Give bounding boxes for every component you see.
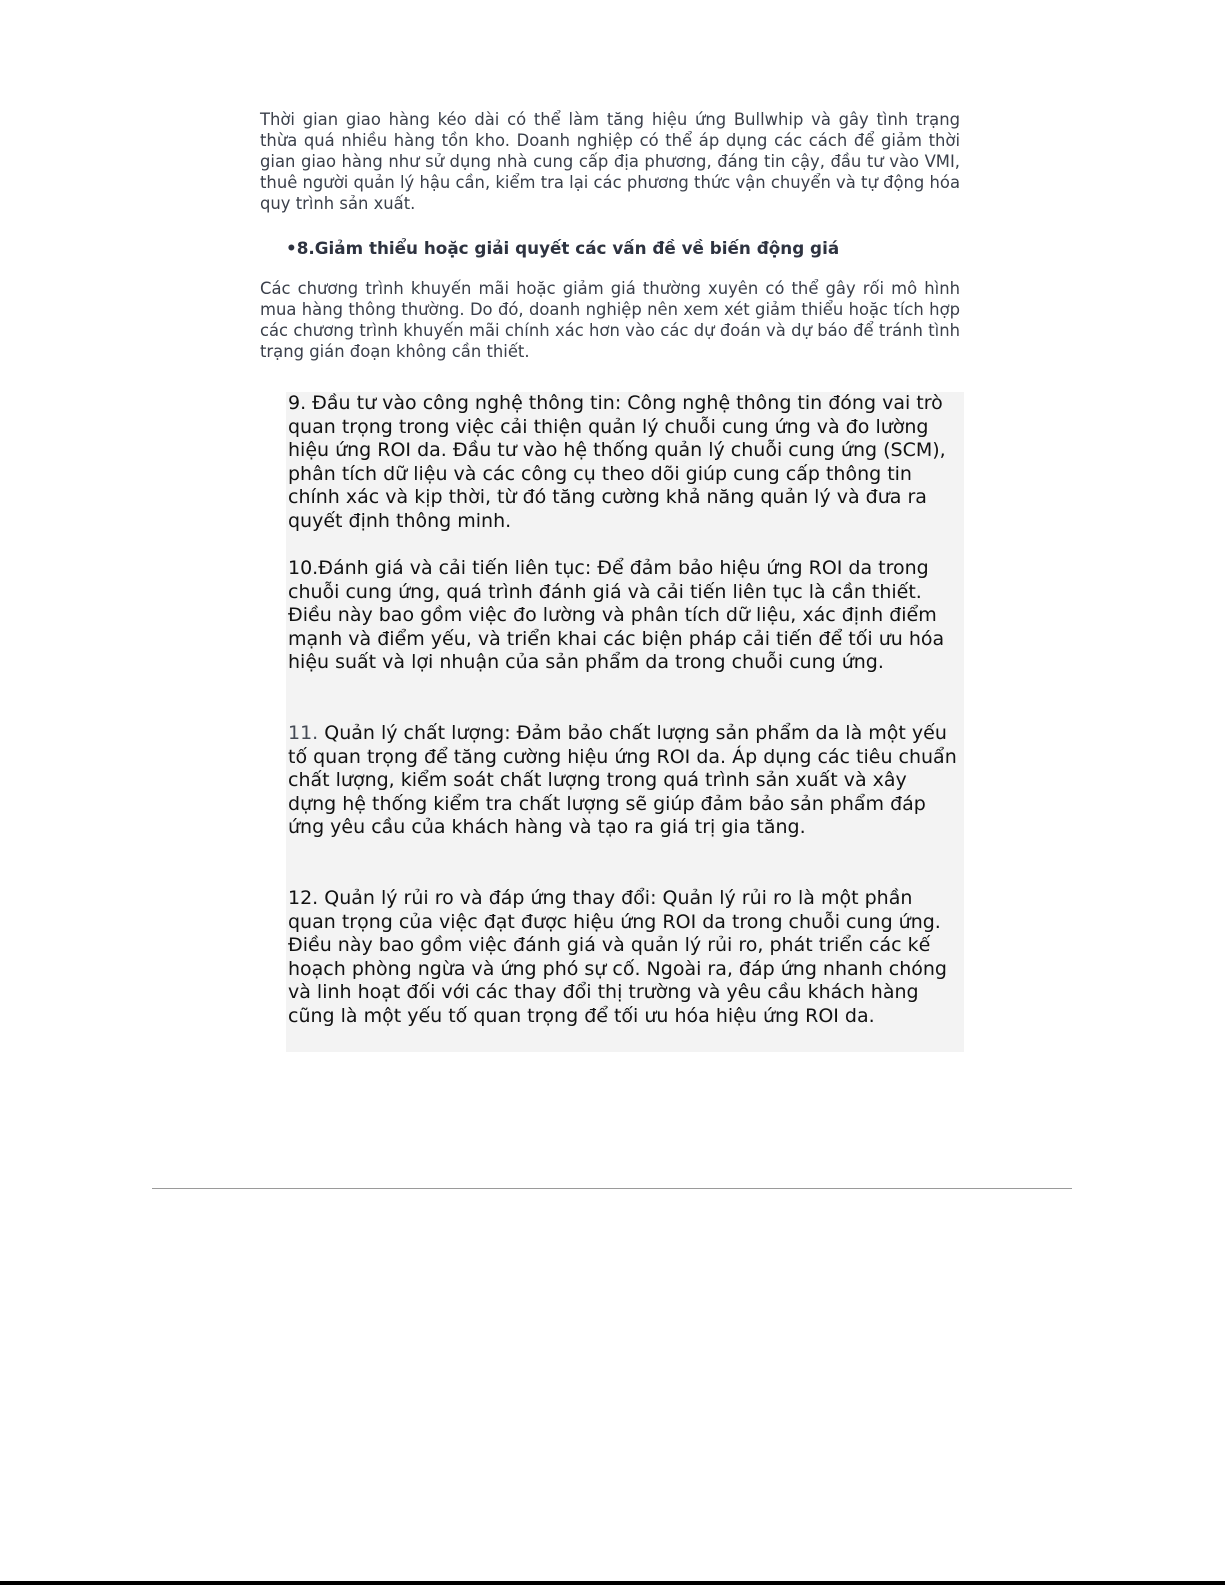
page-bottom-edge (0, 1581, 1225, 1585)
item-text: Quản lý chất lượng: Đảm bảo chất lượng sản phẩm da là một yếu tố quan trọng để tăng cường hiệu ứng ROI da. Áp dụng các tiêu chuẩn chất lượng, kiểm soát chất lượng trong quá trình sản xuất và xây dựng hệ thống kiểm tra chất lượng sẽ giúp đảm bảo sản phẩm đáp ứng yêu cầu của khách hàng và tạo ra giá trị gia tăng. (288, 722, 957, 839)
item-number: 12. (288, 887, 319, 909)
list-item (288, 887, 960, 1029)
promo-paragraph: Các chương trình khuyến mãi hoặc giảm giá thường xuyên có thể gây rối mô hình mua hàng thông thường. Do đó, doanh nghiệp nên xem xét giảm thiểu hoặc tích hợp các chương trình khuyến mãi chính xác hơn vào các dự đoán và dự báo để tránh tình trạng gián đoạn không cần thiết. (260, 279, 960, 361)
list-item (288, 392, 960, 534)
item-number: 10. (288, 557, 319, 579)
item-number: 11. (288, 722, 319, 744)
intro-paragraph: Thời gian giao hàng kéo dài có thể làm tăng hiệu ứng Bullwhip và gây tình trạng thừa quá nhiều hàng tồn kho. Doanh nghiệp có thể áp dụng các cách để giảm thời gian giao hàng như sử dụng nhà cung cấp địa phương, đáng tin cậy, đầu tư vào VMI, thuê người quản lý hậu cần, kiểm tra lại các phương thức vận chuyển và tự động hóa quy trình sản xuất. (260, 110, 960, 213)
item-text: Đánh giá và cải tiến liên tục: Để đảm bảo hiệu ứng ROI da trong chuỗi cung ứng, quá trình đánh giá và cải tiến liên tục là cần thiết. Điều này bao gồm việc đo lường và phân tích dữ liệu, xác định điểm mạnh và điểm yếu, và triển khai các biện pháp cải tiến để tối ưu hóa hiệu suất và lợi nhuận của sản phẩm da trong chuỗi cung ứng. (288, 557, 945, 674)
page-divider (152, 1188, 1072, 1189)
section-heading: •8.Giảm thiểu hoặc giải quyết các vấn đề về biến động giá (286, 238, 840, 258)
list-item (288, 722, 960, 840)
list-item (288, 557, 960, 675)
item-text: Quản lý rủi ro và đáp ứng thay đổi: Quản lý rủi ro là một phần quan trọng của việc đạt được hiệu ứng ROI da trong chuỗi cung ứng. Điều này bao gồm việc đánh giá và quản lý rủi ro, phát triển các kế hoạch phòng ngừa và ứng phó sự cố. Ngoài ra, đáp ứng nhanh chóng và linh hoạt đối với các thay đổi thị trường và yêu cầu khách hàng cũng là một yếu tố quan trọng để tối ưu hóa hiệu ứng ROI da. (288, 887, 947, 1027)
item-text: Đầu tư vào công nghệ thông tin: Công nghệ thông tin đóng vai trò quan trọng trong việc cải thiện quản lý chuỗi cung ứng và đo lường hiệu ứng ROI da. Đầu tư vào hệ thống quản lý chuỗi cung ứng (SCM), phân tích dữ liệu và các công cụ theo dõi giúp cung cấp thông tin chính xác và kịp thời, từ đó tăng cường khả năng quản lý và đưa ra quyết định thông minh. (288, 392, 946, 532)
item-number: 9. (288, 392, 307, 414)
